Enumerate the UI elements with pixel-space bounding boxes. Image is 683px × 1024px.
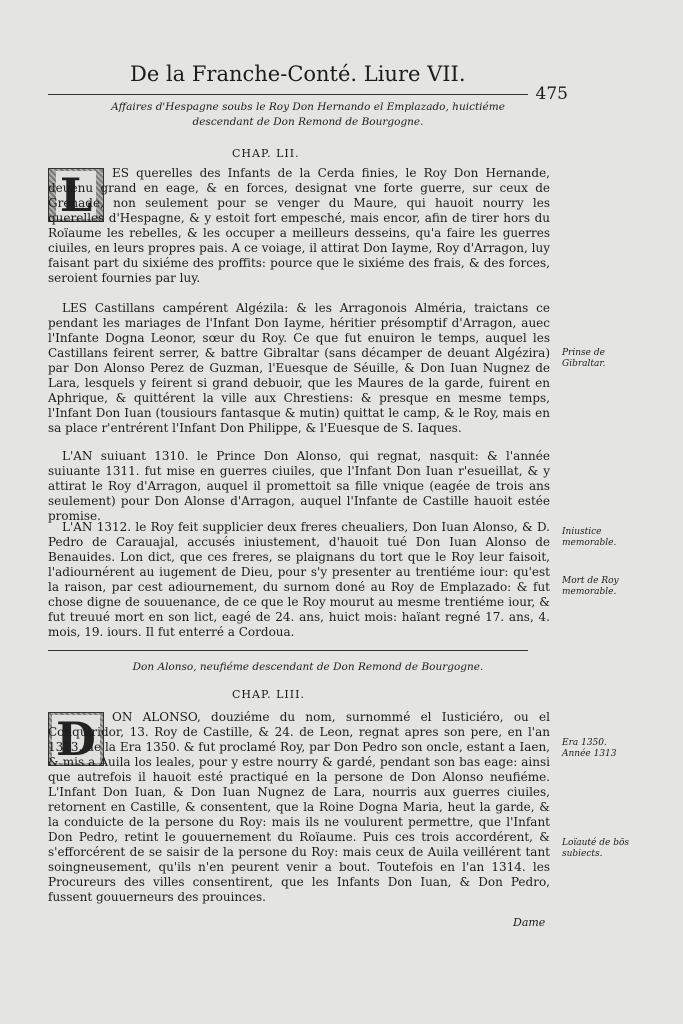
section-rule [48, 650, 528, 651]
margin-note-death: Mort de Roy memorable. [562, 576, 619, 597]
margin-note-gibraltar: Prinse de Gibraltar. [562, 348, 606, 369]
paragraph-3: L'AN suiuant 1310. le Prince Don Alonso, qui regnat, nasquit: & l'année suiuante 1311. fut mise en guerres ciuiles, que l'Infant Don Iuan r'esueillat, & y attirat le Roy d'Arragon, auquel il promettoit sa fille vnique (eagée de trois ans seulement) pour Don Alonse d'Arragon, auquel l'Infante de Castille hauoit estée promise. [48, 449, 550, 523]
margin-note-injustice: Iniustice memorable. [562, 527, 617, 548]
chapter-title-53: CHAP. LIII. [232, 688, 305, 701]
paragraph-4: L'AN 1312. le Roy feit supplicier deux freres cheualiers, Don Iuan Alonso, & D. Pedro de Carauajal, accusés iniustement, d'hauoit tué Don Iuan Alonso de Benauides. Lon dict, que ces freres, se plaignans du tort que le Roy leur faisoit, l'adiournérent au iugement de Dieu, pour s'y presenter au trentiéme iour: qu'est la raison, par cest adiournement, du surnom doné au Roy de Emplazado: & fut chose digne de souuenance, de ce que le Roy mourut au mesme trentiéme iour, & fut treuué mort en son lict, eagé de 24. ans, huict mois: haïant regné 17. ans, 4. mois, 19. iours. Il fut enterré a Cordoua. [48, 520, 550, 639]
page-number: 475 [535, 84, 568, 104]
margin-note-loyalty: Loïauté de bōs subiects. [562, 838, 629, 859]
paragraph-2: LES Castillans campérent Algézila: & les Arragonois Alméria, traictans ce pendant les mariages de l'Infant Don Iayme, héritier présomptif d'Arragon, auec l'Infante Dogna Leonor, sœur du Roy. Ce que fut enuiron le temps, auquel les Castillans feirent serrer, & battre Gibraltar (sans décamper de deuant Algézira) par Don Alonso Perez de Guzman, l'Euesque de Séuille, & Don Iuan Nugnez de Lara, lesquels y feirent si grand debuoir, que les Maures de la garde, fuirent en Aphrique, & quittérent la ville aux Chrestiens: & presque en mesme temps, l'Infant Don Iuan (tousiours fantasque & mutin) quittat le camp, & le Roy, mais en sa place r'entrérent l'Infant Don Philippe, & l'Euesque de S. Iaques. [48, 301, 550, 435]
page-header [120, 60, 568, 104]
drop-cap-letter: D [52, 715, 100, 763]
paragraph-5: ON ALONSO, douziéme du nom, surnommé el Iusticiéro, ou el Conquiridor, 13. Roy de Castille, & 24. de Leon, regnat apres son pere, en l'an 1313. de la Era 1350. & fut proclamé Roy, par Don Pedro son oncle, estant a Iaen, & mis a Auila los leales, pour y estre nourry & gardé, pendant son bas eage: ainsi que autrefois il hauoit esté practiqué en la persone de Don Alonso neufiéme. L'Infant Don Iuan, & Don Iuan Nugnez de Lara, nourris aux guerres ciuiles, retornent en Castille, & consentent, que la Roine Dogna Maria, heut la garde, & la conduicte de la persone du Roy: mais ils ne voulurent permettre, que l'Infant Don Pedro, retint le gouuernement du Roïaume. Puis ces trois accordérent, & s'efforcérent de se saisir de la persone du Roy: mais ceux de Auila veillérent tant soingneusement, qu'ils n'en peurent venir a bout. Toutefois en l'an 1314. les Procureurs des villes consentirent, que les Infants Don Iuan, & Don Pedro, fussent gouuerneurs des prouinces. [48, 710, 550, 904]
section-heading-1: Affaires d'Hespagne soubs le Roy Don Hernando el Emplazado, huictiéme descendant de Don Remond de Bourgogne. [111, 101, 505, 128]
running-title: De la Franche-Conté. Liure VII. [130, 62, 466, 86]
header-rule [48, 94, 528, 95]
section-heading-2: Don Alonso, neufiéme descendant de Don Remond de Bourgogne. [132, 661, 484, 673]
catchword: Dame [513, 916, 546, 929]
paragraph-1: ES querelles des Infants de la Cerda finies, le Roy Don Hernande, deuenu grand en eage, & en forces, designat vne forte guerre, sur ceux de Grenade, non seulement pour se venger du Maure, qui hauoit nourry les querelles d'Hespagne, & y estoit fort empesché, mais encor, afin de tirer hors du Roïaume les rebelles, & les occuper a meilleurs desseins, qu'a faire les guerres ciuiles, en leurs propres pais. A ce voiage, il attirat Don Iayme, Roy d'Arragon, luy faisant part du sixiéme des proffits: pource que le sixiéme des frais, & des forces, seroient fournies par luy. [48, 166, 550, 285]
margin-note-era: Era 1350. Année 1313 [562, 738, 617, 759]
drop-cap-letter: L [56, 171, 96, 219]
chapter-title-52: CHAP. LII. [232, 147, 300, 160]
